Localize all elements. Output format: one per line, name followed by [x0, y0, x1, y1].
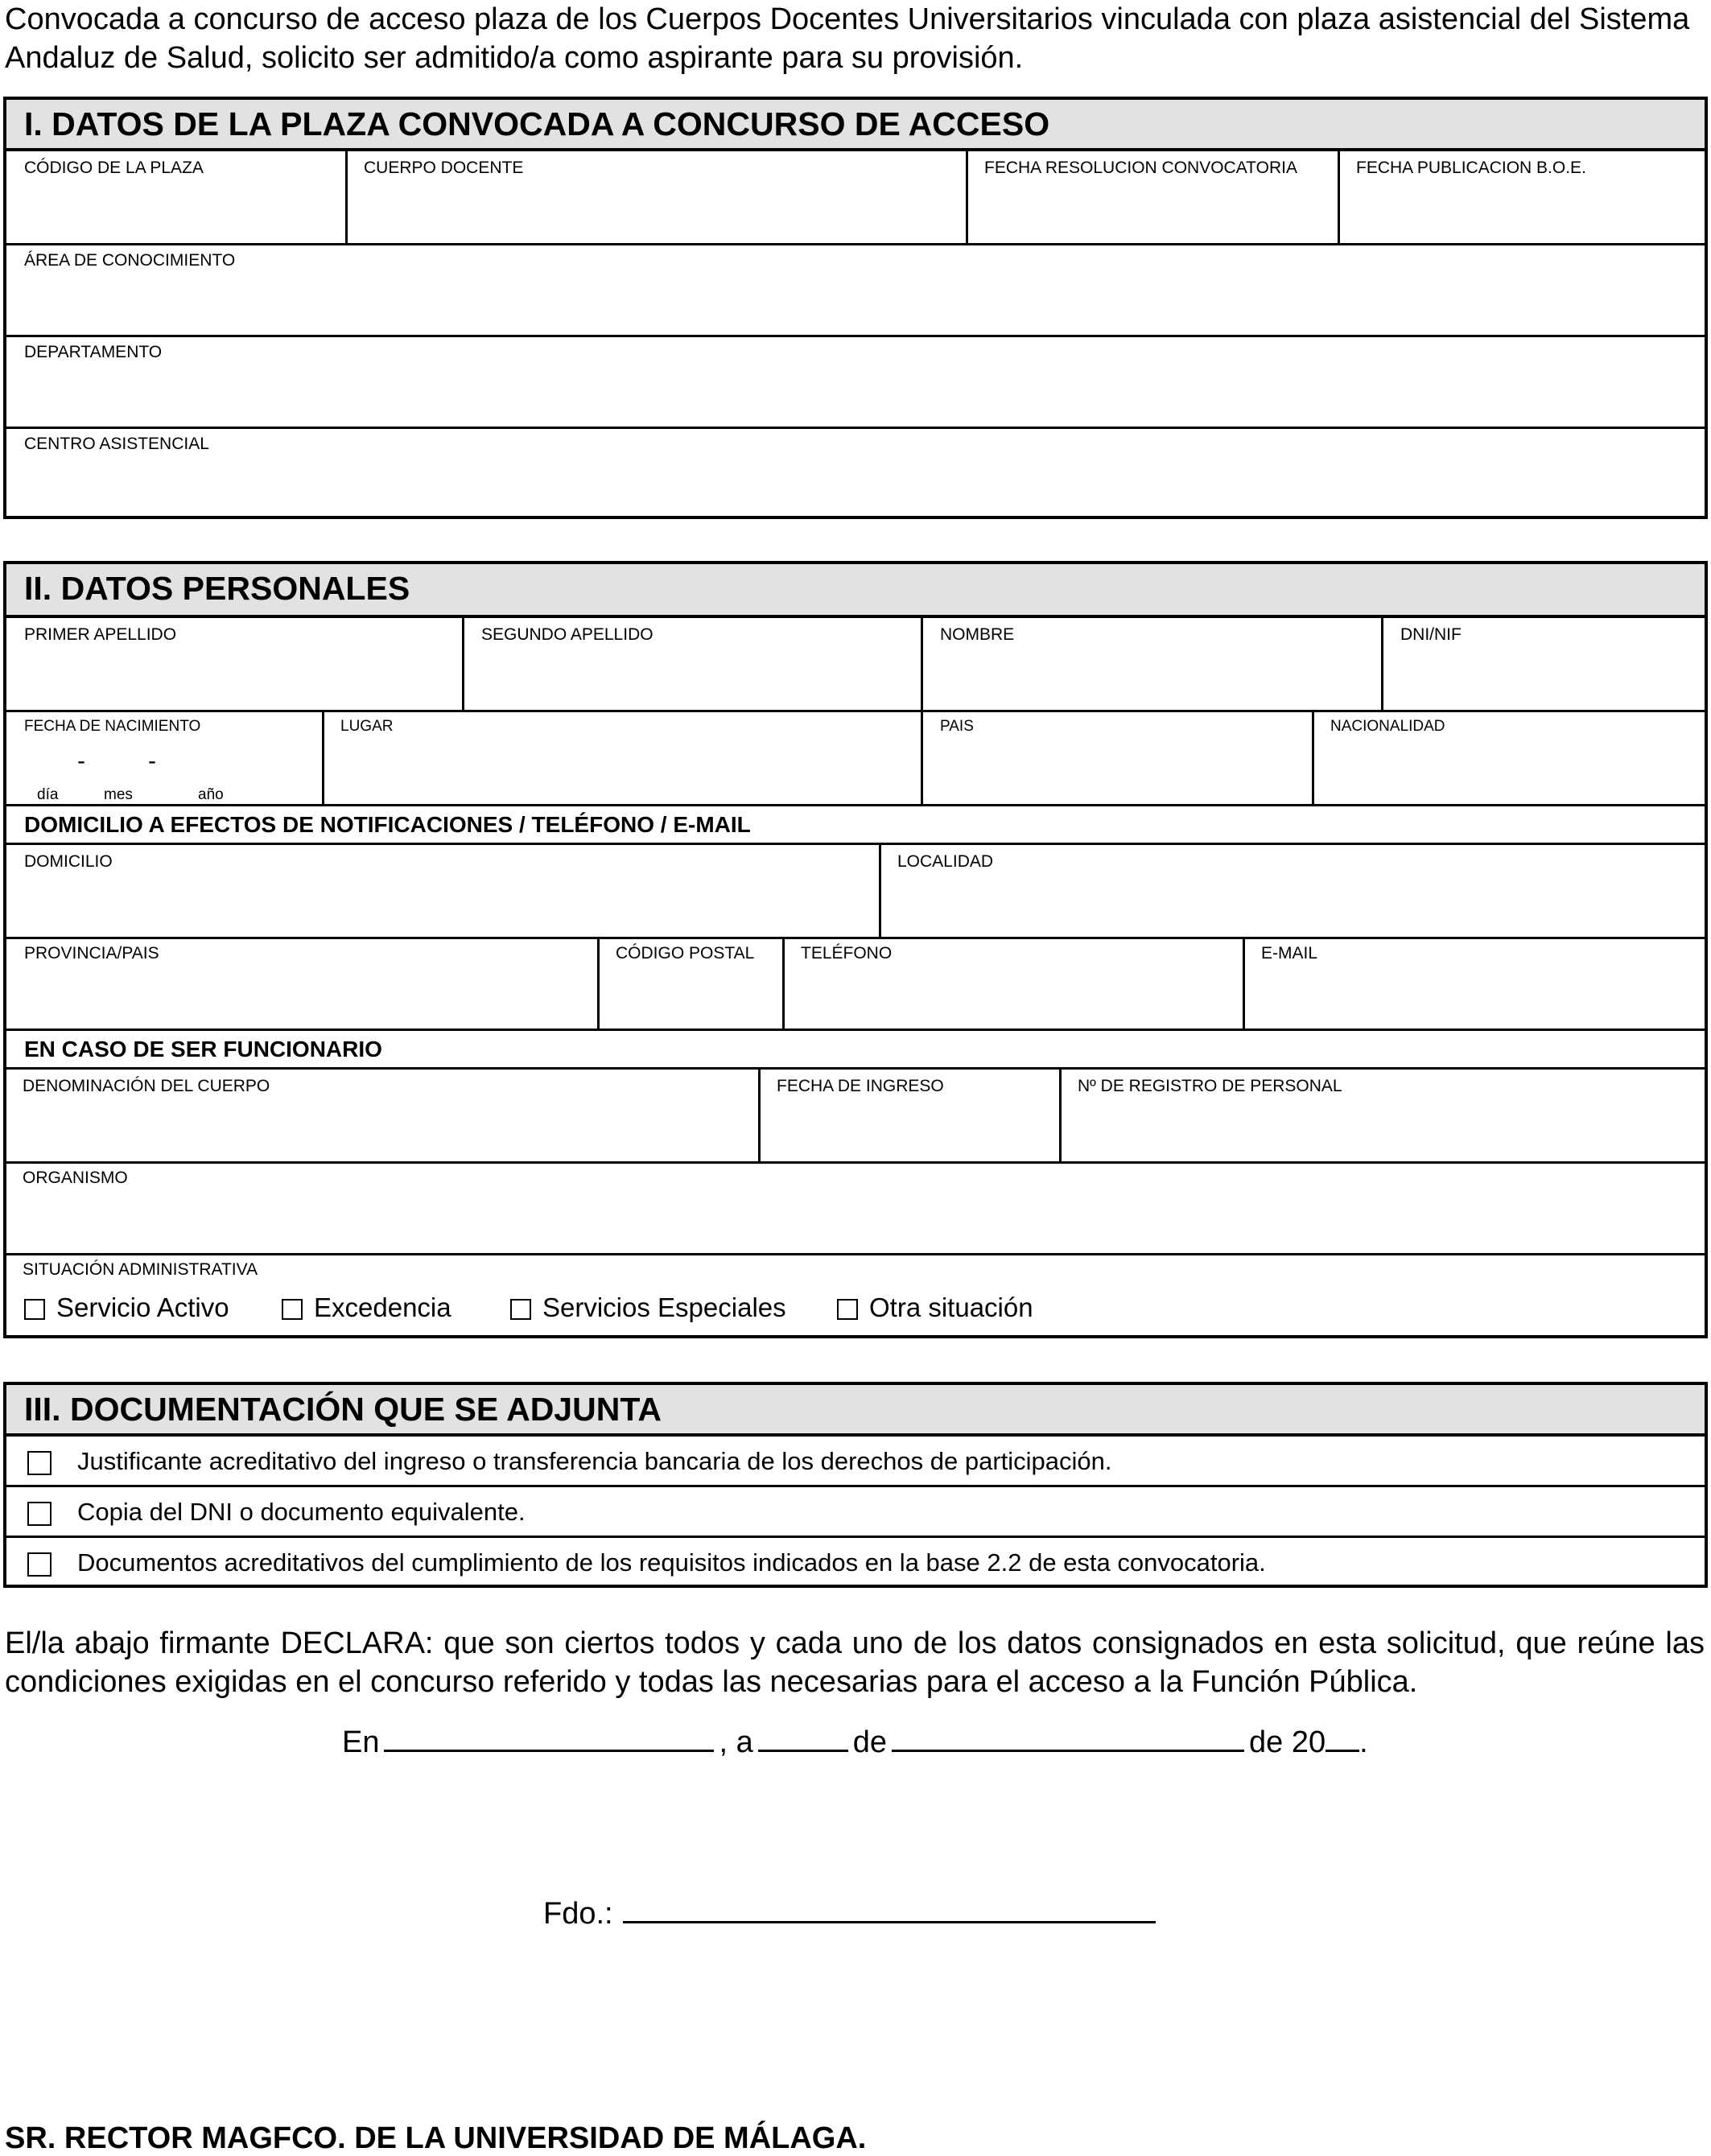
lugar-field[interactable]: LUGAR	[340, 718, 394, 735]
option-label: Servicio Activo	[56, 1292, 229, 1322]
checkbox-icon[interactable]	[282, 1299, 303, 1320]
organismo-field[interactable]: ORGANISMO	[23, 1169, 128, 1187]
fecha-nacimiento-field[interactable]: FECHA DE NACIMIENTO	[24, 718, 201, 735]
departamento-field[interactable]: DEPARTAMENTO	[24, 343, 163, 361]
checkbox-icon[interactable]	[27, 1552, 52, 1577]
end-label: .	[1359, 1725, 1368, 1759]
option-label: Otra situación	[869, 1292, 1033, 1322]
fecha-ingreso-field[interactable]: FECHA DE INGRESO	[777, 1077, 944, 1095]
month-blank[interactable]	[892, 1722, 1244, 1752]
signature-line	[543, 1894, 1161, 1931]
doc-item-label: Copia del DNI o documento equivalente.	[77, 1498, 526, 1526]
declaration-paragraph: El/la abajo firmante DECLARA: que son ciertos todos y cada uno de los datos consignados en esta solicitud, que reúne las condiciones exigidas en el concurso referido y todas las necesarias para el acceso a la Función Pública.	[5, 1626, 1705, 1699]
section-plaza	[3, 97, 1708, 519]
telefono-field[interactable]: TELÉFONO	[801, 944, 893, 963]
dni-field[interactable]: DNI/NIF	[1400, 625, 1462, 644]
option-servicio-activo[interactable]	[24, 1292, 229, 1324]
situacion-administrativa-label: SITUACIÓN ADMINISTRATIVA	[23, 1260, 258, 1279]
dia-label: día	[37, 786, 59, 803]
section-personales	[3, 561, 1708, 1338]
option-otra-situacion[interactable]	[837, 1292, 1033, 1324]
option-excedencia[interactable]	[282, 1292, 451, 1324]
checkbox-icon[interactable]	[510, 1299, 531, 1320]
localidad-field[interactable]: LOCALIDAD	[897, 852, 994, 871]
place-date-line	[342, 1722, 1368, 1760]
de20-label: de 20	[1249, 1725, 1326, 1759]
intro-paragraph: Convocada a concurso de acceso plaza de los Cuerpos Docentes Universitarios vinculada con plaza asistencial del Sistema Andaluz de Salud, solicito ser admitido/a como aspirante para su provisión.	[5, 2, 1690, 75]
a-label: , a	[719, 1725, 753, 1759]
checkbox-icon[interactable]	[27, 1502, 52, 1526]
place-blank[interactable]	[384, 1722, 714, 1752]
fecha-resolucion-field[interactable]: FECHA RESOLUCION CONVOCATORIA	[984, 159, 1297, 177]
registro-personal-field[interactable]: Nº DE REGISTRO DE PERSONAL	[1078, 1077, 1342, 1095]
email-field[interactable]: E-MAIL	[1261, 944, 1318, 963]
fdo-label: Fdo.:	[543, 1897, 613, 1931]
domicilio-field[interactable]: DOMICILIO	[24, 852, 113, 871]
checkbox-icon[interactable]	[27, 1451, 52, 1475]
checkbox-icon[interactable]	[24, 1299, 45, 1320]
funcionario-subtitle: EN CASO DE SER FUNCIONARIO	[6, 1031, 1705, 1070]
denominacion-cuerpo-field[interactable]: DENOMINACIÓN DEL CUERPO	[23, 1077, 270, 1095]
cuerpo-docente-field[interactable]: CUERPO DOCENTE	[364, 159, 524, 177]
option-label: Servicios Especiales	[542, 1292, 786, 1322]
nombre-field[interactable]: NOMBRE	[940, 625, 1015, 644]
area-conocimiento-field[interactable]: ÁREA DE CONOCIMIENTO	[24, 251, 236, 270]
addressee: SR. RECTOR MAGFCO. DE LA UNIVERSIDAD DE MÁLAGA.	[5, 2121, 867, 2155]
year-blank[interactable]	[1326, 1722, 1359, 1752]
section-documentacion-title: III. DOCUMENTACIÓN QUE SE ADJUNTA	[6, 1385, 1705, 1437]
dash-1: -	[77, 748, 85, 774]
doc-item-requisitos[interactable]	[6, 1538, 1705, 1588]
section-documentacion	[3, 1382, 1708, 1588]
section-plaza-title: I. DATOS DE LA PLAZA CONVOCADA A CONCURSO DE ACCESO	[6, 100, 1705, 151]
centro-asistencial-field[interactable]: CENTRO ASISTENCIAL	[24, 435, 209, 453]
en-label: En	[342, 1725, 380, 1759]
de-label: de	[852, 1725, 888, 1759]
doc-item-dni[interactable]	[6, 1487, 1705, 1538]
option-servicios-especiales[interactable]	[510, 1292, 786, 1324]
mes-label: mes	[104, 786, 133, 803]
pais-field[interactable]: PAIS	[940, 718, 974, 735]
anio-label: año	[198, 786, 224, 803]
day-blank[interactable]	[758, 1722, 848, 1752]
provincia-field[interactable]: PROVINCIA/PAIS	[24, 944, 159, 963]
nacionalidad-field[interactable]: NACIONALIDAD	[1330, 718, 1445, 735]
doc-item-justificante[interactable]	[6, 1437, 1705, 1487]
codigo-plaza-field[interactable]: CÓDIGO DE LA PLAZA	[24, 159, 204, 177]
codigo-postal-field[interactable]: CÓDIGO POSTAL	[616, 944, 755, 963]
checkbox-icon[interactable]	[837, 1299, 858, 1320]
fecha-boe-field[interactable]: FECHA PUBLICACION B.O.E.	[1356, 159, 1586, 177]
signature-blank[interactable]	[623, 1894, 1156, 1923]
domicilio-subtitle: DOMICILIO A EFECTOS DE NOTIFICACIONES / TELÉFONO / E-MAIL	[6, 806, 1705, 845]
primer-apellido-field[interactable]: PRIMER APELLIDO	[24, 625, 177, 644]
segundo-apellido-field[interactable]: SEGUNDO APELLIDO	[481, 625, 653, 644]
doc-item-label: Documentos acreditativos del cumplimiento de los requisitos indicados en la base 2.2 de esta convocatoria.	[77, 1548, 1266, 1577]
option-label: Excedencia	[314, 1292, 451, 1322]
dash-2: -	[148, 748, 156, 774]
section-personales-title: II. DATOS PERSONALES	[6, 564, 1705, 618]
doc-item-label: Justificante acreditativo del ingreso o transferencia bancaria de los derechos de participación.	[77, 1447, 1112, 1475]
